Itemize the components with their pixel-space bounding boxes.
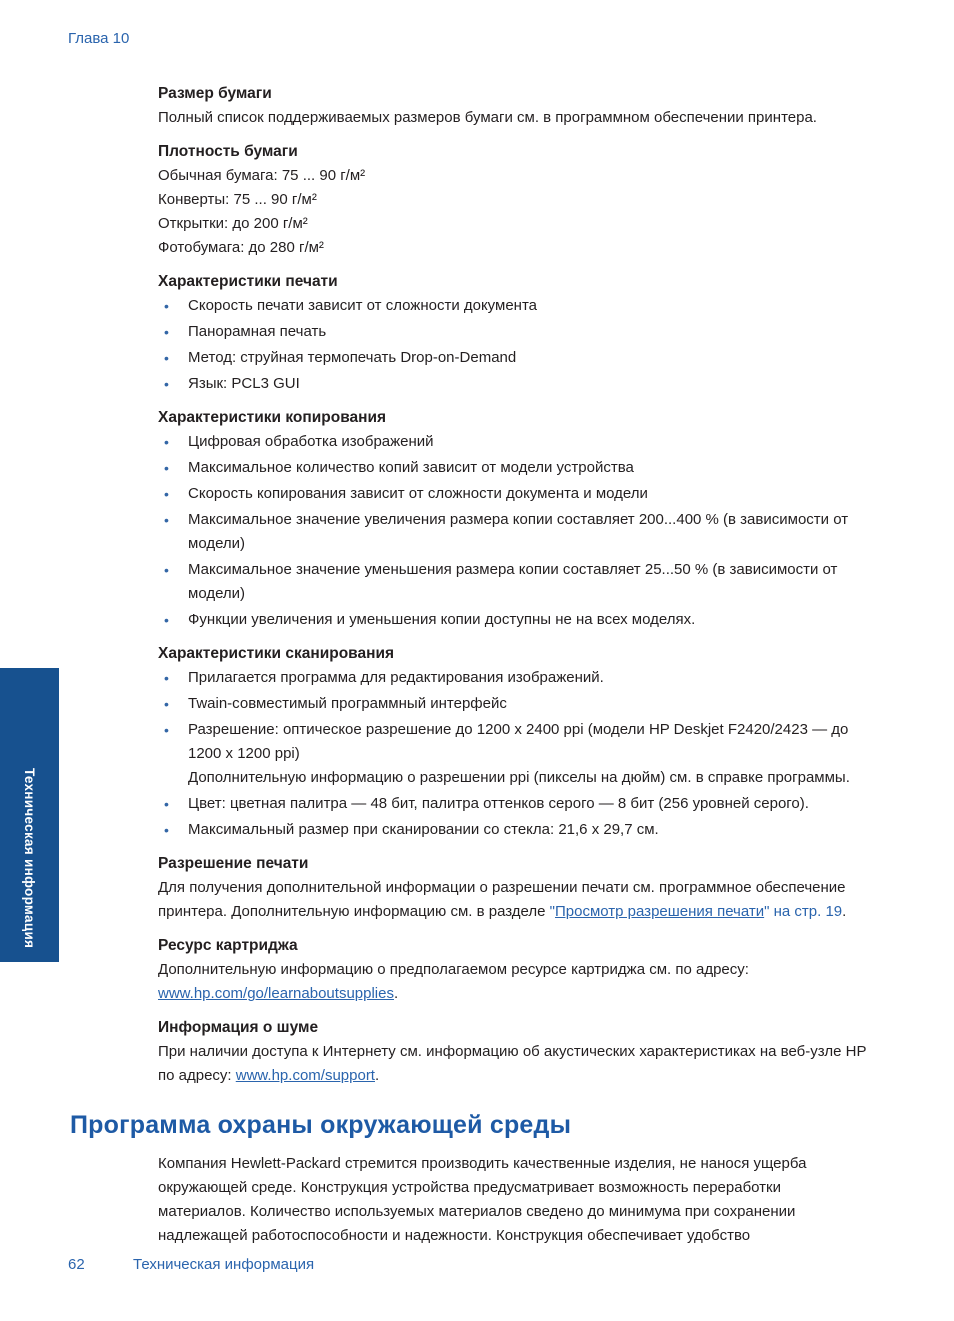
footer-page-number: 62: [68, 1256, 85, 1273]
chapter-label: Глава 10: [68, 30, 130, 47]
list-item: [158, 456, 872, 480]
cartridge-yield-text: Дополнительную информацию о предполагаемом ресурсе картриджа см. по адресу:: [158, 961, 749, 978]
print-resolution-text: Для получения дополнительной информации о разрешении печати см. программное обеспечение принтера. Дополнительную информацию см. в разделе: [158, 879, 846, 920]
list-item: [158, 792, 872, 816]
list-item-text: Максимальное количество копий зависит от модели устройства: [188, 459, 634, 476]
list-item: [158, 430, 872, 454]
copy-specs-list: [158, 430, 872, 632]
list-item-text: Прилагается программа для редактирования изображений.: [188, 669, 604, 686]
footer-section-label: Техническая информация: [133, 1256, 315, 1273]
list-item: [158, 482, 872, 506]
list-item-text: Twain-совместимый программный интерфейс: [188, 695, 507, 712]
list-item-text: Панорамная печать: [188, 323, 327, 340]
section-title-copy-specs: Характеристики копирования: [158, 409, 387, 426]
list-item: [158, 320, 872, 344]
section-title-acoustic: Информация о шуме: [158, 1019, 319, 1036]
section-title-scan-specs: Характеристики сканирования: [158, 645, 395, 662]
list-item-text: Скорость копирования зависит от сложности документа и модели: [188, 485, 648, 502]
sentence-period: .: [374, 1067, 380, 1084]
list-item-text: Функции увеличения и уменьшения копии доступны не на всех моделях.: [188, 611, 696, 628]
print-specs-list: [158, 294, 872, 396]
list-item-note: Дополнительную информацию о разрешении ppi (пикселы на дюйм) см. в справке программы.: [188, 769, 850, 786]
list-item: [158, 666, 872, 690]
quote-open: ": [549, 903, 555, 920]
paper-weight-line: Фотобумага: до 280 г/м²: [158, 239, 324, 256]
list-item-text: Максимальное значение уменьшения размера копии составляет 25...50 % (в зависимости от модели): [188, 561, 838, 602]
page-ref: на стр. 19: [769, 903, 843, 920]
link-view-print-resolution[interactable]: Просмотр разрешения печати: [555, 903, 765, 920]
sentence-period: .: [393, 985, 399, 1002]
cartridge-yield-body: [158, 958, 872, 1006]
sidebar-tab-label: Техническая информация: [22, 767, 37, 948]
paper-weight-line: Конверты: 75 ... 90 г/м²: [158, 191, 317, 208]
link-hp-support[interactable]: www.hp.com/support: [235, 1067, 375, 1084]
scan-specs-list: [158, 666, 872, 842]
link-learnaboutsupplies[interactable]: www.hp.com/go/learnaboutsupplies: [158, 985, 394, 1002]
environment-program-title: Программа охраны окружающей среды: [70, 1111, 572, 1139]
section-title-paper-weight: Плотность бумаги: [158, 143, 298, 160]
list-item-text: Скорость печати зависит от сложности документа: [188, 297, 537, 314]
list-item: [158, 692, 872, 716]
acoustic-body: [158, 1040, 872, 1088]
list-item-text: Цифровая обработка изображений: [188, 433, 434, 450]
list-item-text: Максимальный размер при сканировании со стекла: 21,6 x 29,7 см.: [188, 821, 659, 838]
list-item: [158, 558, 872, 606]
list-item-text: Цвет: цветная палитра — 48 бит, палитра оттенков серого — 8 бит (256 уровней серого).: [188, 795, 809, 812]
section-title-print-resolution: Разрешение печати: [158, 855, 309, 872]
sidebar-tab-technical-info: [0, 668, 59, 962]
list-item: [158, 346, 872, 370]
section-title-cartridge-yield: Ресурс картриджа: [158, 937, 298, 954]
paper-weight-line: Открытки: до 200 г/м²: [158, 215, 308, 232]
page-footer: [68, 1256, 314, 1273]
list-item-text: Язык: PCL3 GUI: [188, 375, 300, 392]
list-item: [158, 718, 872, 790]
list-item-text: • Разрешение: оптическое разрешение до 1200 x 2400 ppi (модели HP Deskjet F2420/2423 — до 1200 x 1200 ppi): [188, 721, 849, 762]
list-item: [158, 508, 872, 556]
list-item: [158, 294, 872, 318]
section-title-print-specs: Характеристики печати: [158, 273, 338, 290]
paper-weight-line: Обычная бумага: 75 ... 90 г/м²: [158, 167, 366, 184]
paper-size-body: Полный список поддерживаемых размеров бумаги см. в программном обеспечении принтера.: [158, 109, 817, 126]
section-title-paper-size: Размер бумаги: [158, 85, 272, 102]
list-item: [158, 608, 872, 632]
list-item-text: Метод: струйная термопечать Drop-on-Demand: [188, 349, 517, 366]
print-resolution-body: [158, 876, 872, 924]
page-content: [70, 82, 872, 1248]
acoustic-text: При наличии доступа к Интернету см. информацию об акустических характеристиках на веб-узле HP по адресу:: [158, 1043, 867, 1084]
environment-program-body: Компания Hewlett-Packard стремится производить качественные изделия, не нанося ущерба окружающей среде. Конструкция устройства предусматривает возможность переработки материалов. Количество используемых материалов сведено до минимума при сохранении надлежащей работоспособности и надежности. Конструкция обеспечивает удобство: [158, 1155, 807, 1244]
list-item: [158, 818, 872, 842]
list-item-text: Максимальное значение увеличения размера копии составляет 200...400 % (в зависимости от модели): [188, 511, 849, 552]
quote-close: ": [764, 903, 770, 920]
list-item: [158, 372, 872, 396]
sentence-period: .: [842, 903, 847, 920]
